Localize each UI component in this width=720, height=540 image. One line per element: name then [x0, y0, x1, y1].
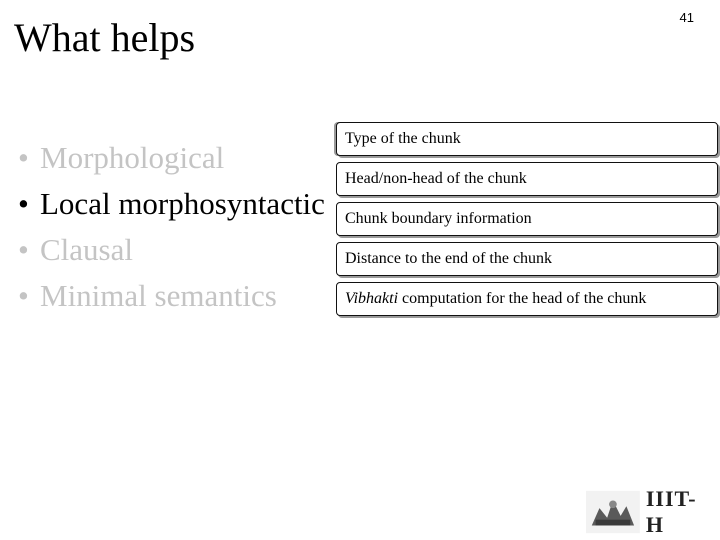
feature-box-vibhakti: [336, 282, 718, 316]
institute-logo: [586, 486, 712, 538]
logo-emblem-icon: [586, 490, 640, 534]
bullet-marker: •: [18, 140, 29, 175]
feature-box-list: [336, 122, 718, 322]
feature-text: computation for the head of the chunk: [398, 290, 647, 307]
slide-number: 41: [679, 10, 694, 25]
slide-title: What helps: [14, 15, 196, 60]
feature-text: Type of the chunk: [345, 130, 461, 147]
feature-box-distance-to-end: [336, 242, 718, 276]
bullet-text: Local morphosyntactic: [40, 186, 325, 221]
feature-italic-term: Vibhakti: [345, 290, 399, 307]
bullet-item-morphological: [18, 136, 325, 182]
bullet-marker: •: [18, 232, 29, 267]
bullet-marker: •: [18, 278, 29, 313]
bullet-item-minimal-semantics: [18, 274, 325, 320]
feature-text: Head/non-head of the chunk: [345, 170, 527, 187]
bullet-item-local-morphosyntactic: [18, 182, 325, 228]
bullet-item-clausal: [18, 228, 325, 274]
logo-text: IIIT-H: [645, 486, 697, 537]
feature-box-chunk-boundary: [336, 202, 718, 236]
feature-text: Chunk boundary information: [345, 210, 532, 227]
bullet-marker: •: [18, 186, 29, 221]
bullet-list: [18, 136, 325, 320]
feature-box-chunk-type: [336, 122, 718, 156]
feature-text: Distance to the end of the chunk: [345, 250, 553, 267]
bullet-text: Morphological: [40, 140, 225, 175]
bullet-text: Minimal semantics: [40, 278, 277, 313]
feature-box-head-nonhead: [336, 162, 718, 196]
bullet-text: Clausal: [40, 232, 133, 267]
